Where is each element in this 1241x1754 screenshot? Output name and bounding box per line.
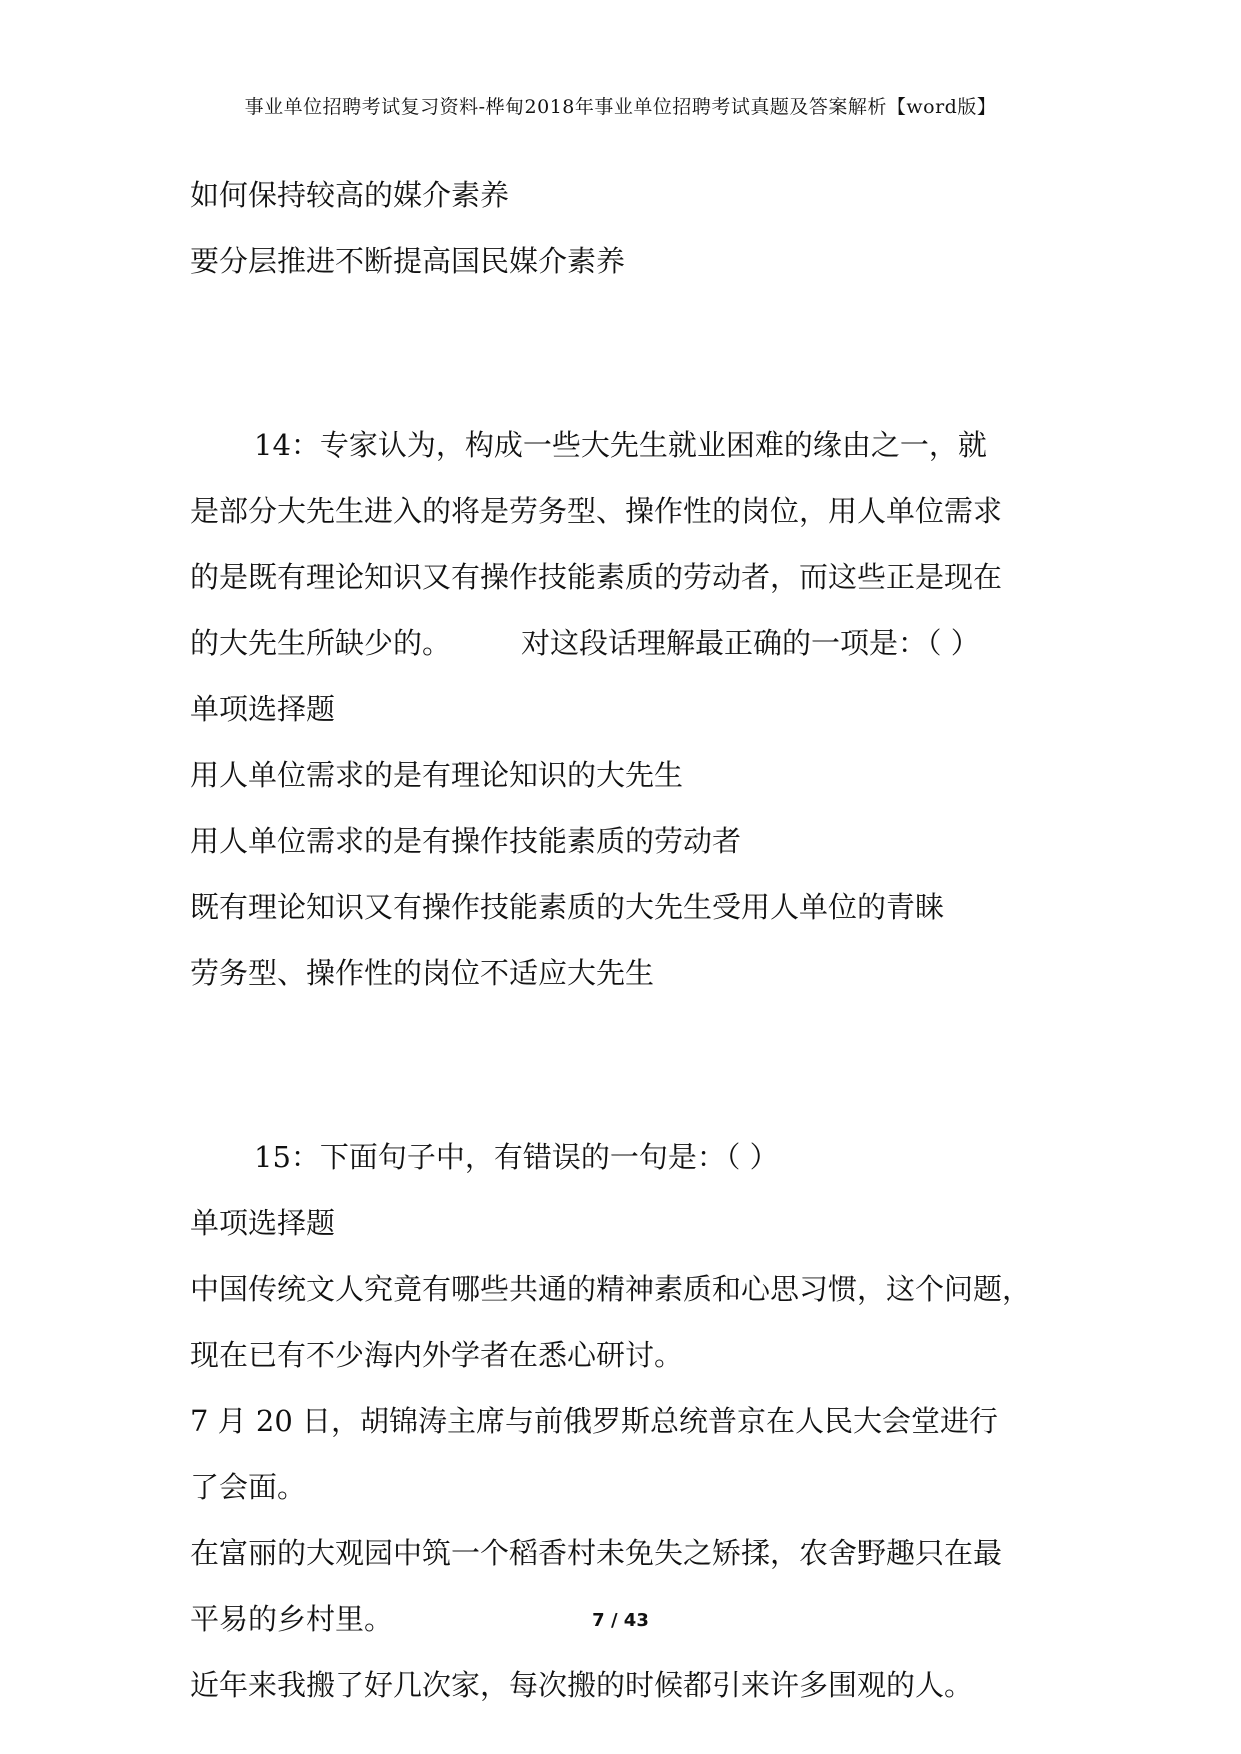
option-item: 了会面。 [190, 1470, 307, 1504]
option-item: 在富丽的大观园中筑一个稻香村未免失之矫揉，农舍野趣只在最 [190, 1536, 1003, 1570]
question-stem-text: 的大先生所缺少的。 [190, 626, 452, 660]
document-body [190, 162, 1070, 1718]
option-item: 中国传统文人究竟有哪些共通的精神素质和心思习惯，这个问题， [190, 1272, 1032, 1306]
option-item: 平易的乡村里。 [190, 1602, 394, 1636]
question-stem-line [190, 610, 1070, 676]
intro-line: 要分层推进不断提高国民媒介素养 [190, 244, 626, 278]
option-item: 近年来我搬了好几次家，每次搬的时候都引来许多围观的人。 [190, 1668, 974, 1702]
page-number: 7 / 43 [592, 1610, 649, 1631]
option-item: 用人单位需求的是有理论知识的大先生 [190, 758, 684, 792]
question-prompt: 对这段话理解最正确的一项是：（ ） [521, 626, 980, 660]
spacer [190, 294, 1070, 360]
question-stem-line: 是部分大先生进入的将是劳务型、操作性的岗位，用人单位需求 [190, 494, 1003, 528]
option-item: 7 月 20 日，胡锦涛主席与前俄罗斯总统普京在人民大会堂进行 [190, 1404, 999, 1438]
spacer [190, 360, 1070, 412]
question-stem-line: 14：专家认为，构成一些大先生就业困难的缘由之一，就 [254, 428, 987, 462]
question-type: 单项选择题 [190, 692, 336, 726]
spacer [190, 1006, 1070, 1072]
option-item: 现在已有不少海内外学者在悉心研讨。 [190, 1338, 684, 1372]
question-stem-line: 15：下面句子中，有错误的一句是：（ ） [254, 1140, 779, 1174]
question-14 [190, 412, 1070, 1006]
document-header: 事业单位招聘考试复习资料-桦甸2018年事业单位招聘考试真题及答案解析【word版】 [244, 96, 997, 118]
option-item: 劳务型、操作性的岗位不适应大先生 [190, 956, 655, 990]
question-stem-line: 的是既有理论知识又有操作技能素质的劳动者，而这些正是现在 [190, 560, 1003, 594]
question-type: 单项选择题 [190, 1206, 336, 1240]
spacer [190, 1072, 1070, 1124]
intro-line: 如何保持较高的媒介素养 [190, 178, 510, 212]
option-item: 用人单位需求的是有操作技能素质的劳动者 [190, 824, 742, 858]
option-item: 既有理论知识又有操作技能素质的大先生受用人单位的青睐 [190, 890, 945, 924]
